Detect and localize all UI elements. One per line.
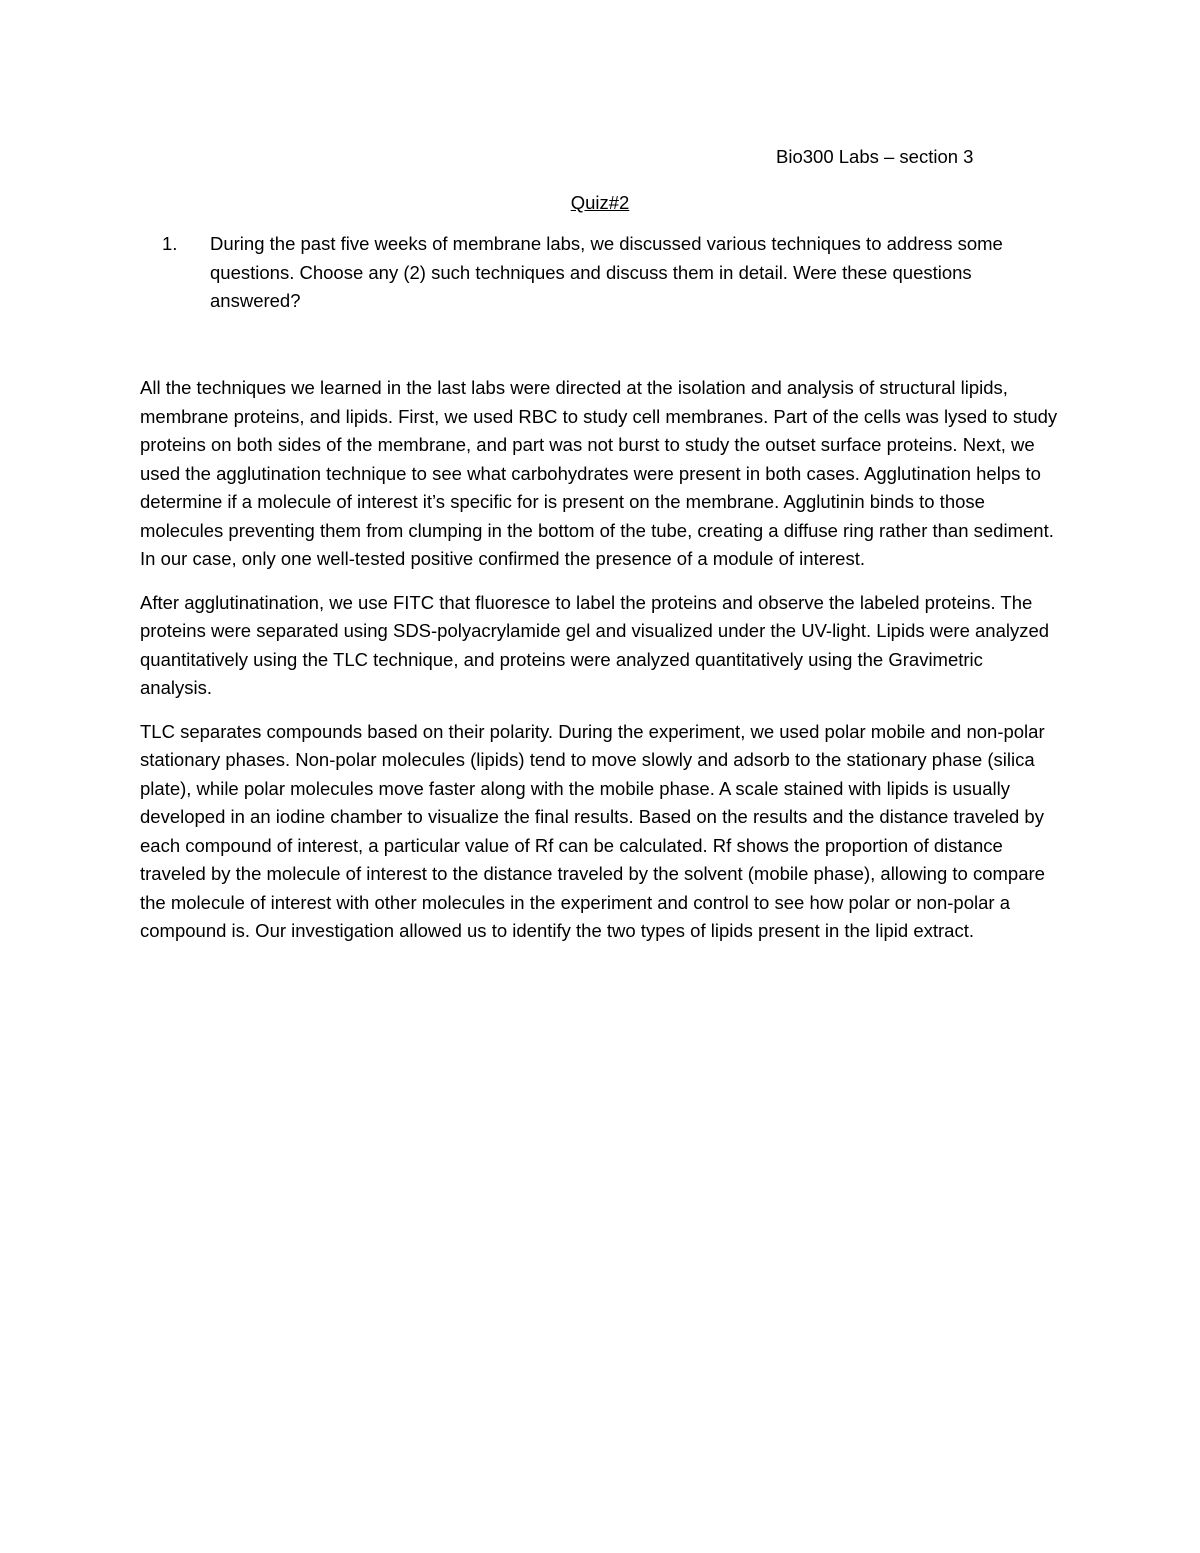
answer-paragraph-2: After agglutinatination, we use FITC that fluoresce to label the proteins and observe the labeled proteins. The proteins were separated using SDS-polyacrylamide gel and visualized under the UV-light. Lipids were analyzed quantitatively using the TLC technique, and proteins were analyzed quantitatively using the Gravimetric analysis.	[140, 591, 1050, 698]
answer-paragraph-1: All the techniques we learned in the last labs were directed at the isolation and analysis of structural lipids, membrane proteins, and lipids. First, we used RBC to study cell membranes. Part of the cells was lysed to study proteins on both sides of the membrane, and part was not burst to study the outset surface proteins. Next, we used the agglutination technique to see what carbohydrates were present in both cases. Agglutination helps to determine if a molecule of interest it’s specific for is present on the membrane. Agglutinin binds to those molecules preventing them from clumping in the bottom of the tube, creating a diffuse ring rather than sediment. In our case, only one well-tested positive confirmed the presence of a module of interest.	[140, 377, 1058, 569]
question-number: 1.	[162, 233, 178, 254]
document-header: Bio300 Labs – section 3	[776, 146, 974, 167]
answer-body	[140, 374, 1060, 961]
question-item	[162, 230, 1062, 316]
answer-paragraph-3: TLC separates compounds based on their polarity. During the experiment, we used polar mobile and non-polar stationary phases. Non-polar molecules (lipids) tend to move slowly and adsorb to the stationary phase (silica plate), while polar molecules move faster along with the mobile phase. A scale stained with lipids is usually developed in an iodine chamber to visualize the final results. Based on the results and the distance traveled by each compound of interest, a particular value of Rf can be calculated. Rf shows the proportion of distance traveled by the molecule of interest to the distance traveled by the solvent (mobile phase), allowing to compare the molecule of interest with other molecules in the experiment and control to see how polar or non-polar a compound is. Our investigation allowed us to identify the two types of lipids present in the lipid extract.	[140, 720, 1045, 941]
page-title: Quiz#2	[570, 192, 630, 213]
question-text: During the past five weeks of membrane labs, we discussed various techniques to address some questions. Choose any (2) such techniques and discuss them in detail. Were these questions answered?	[210, 233, 1003, 311]
